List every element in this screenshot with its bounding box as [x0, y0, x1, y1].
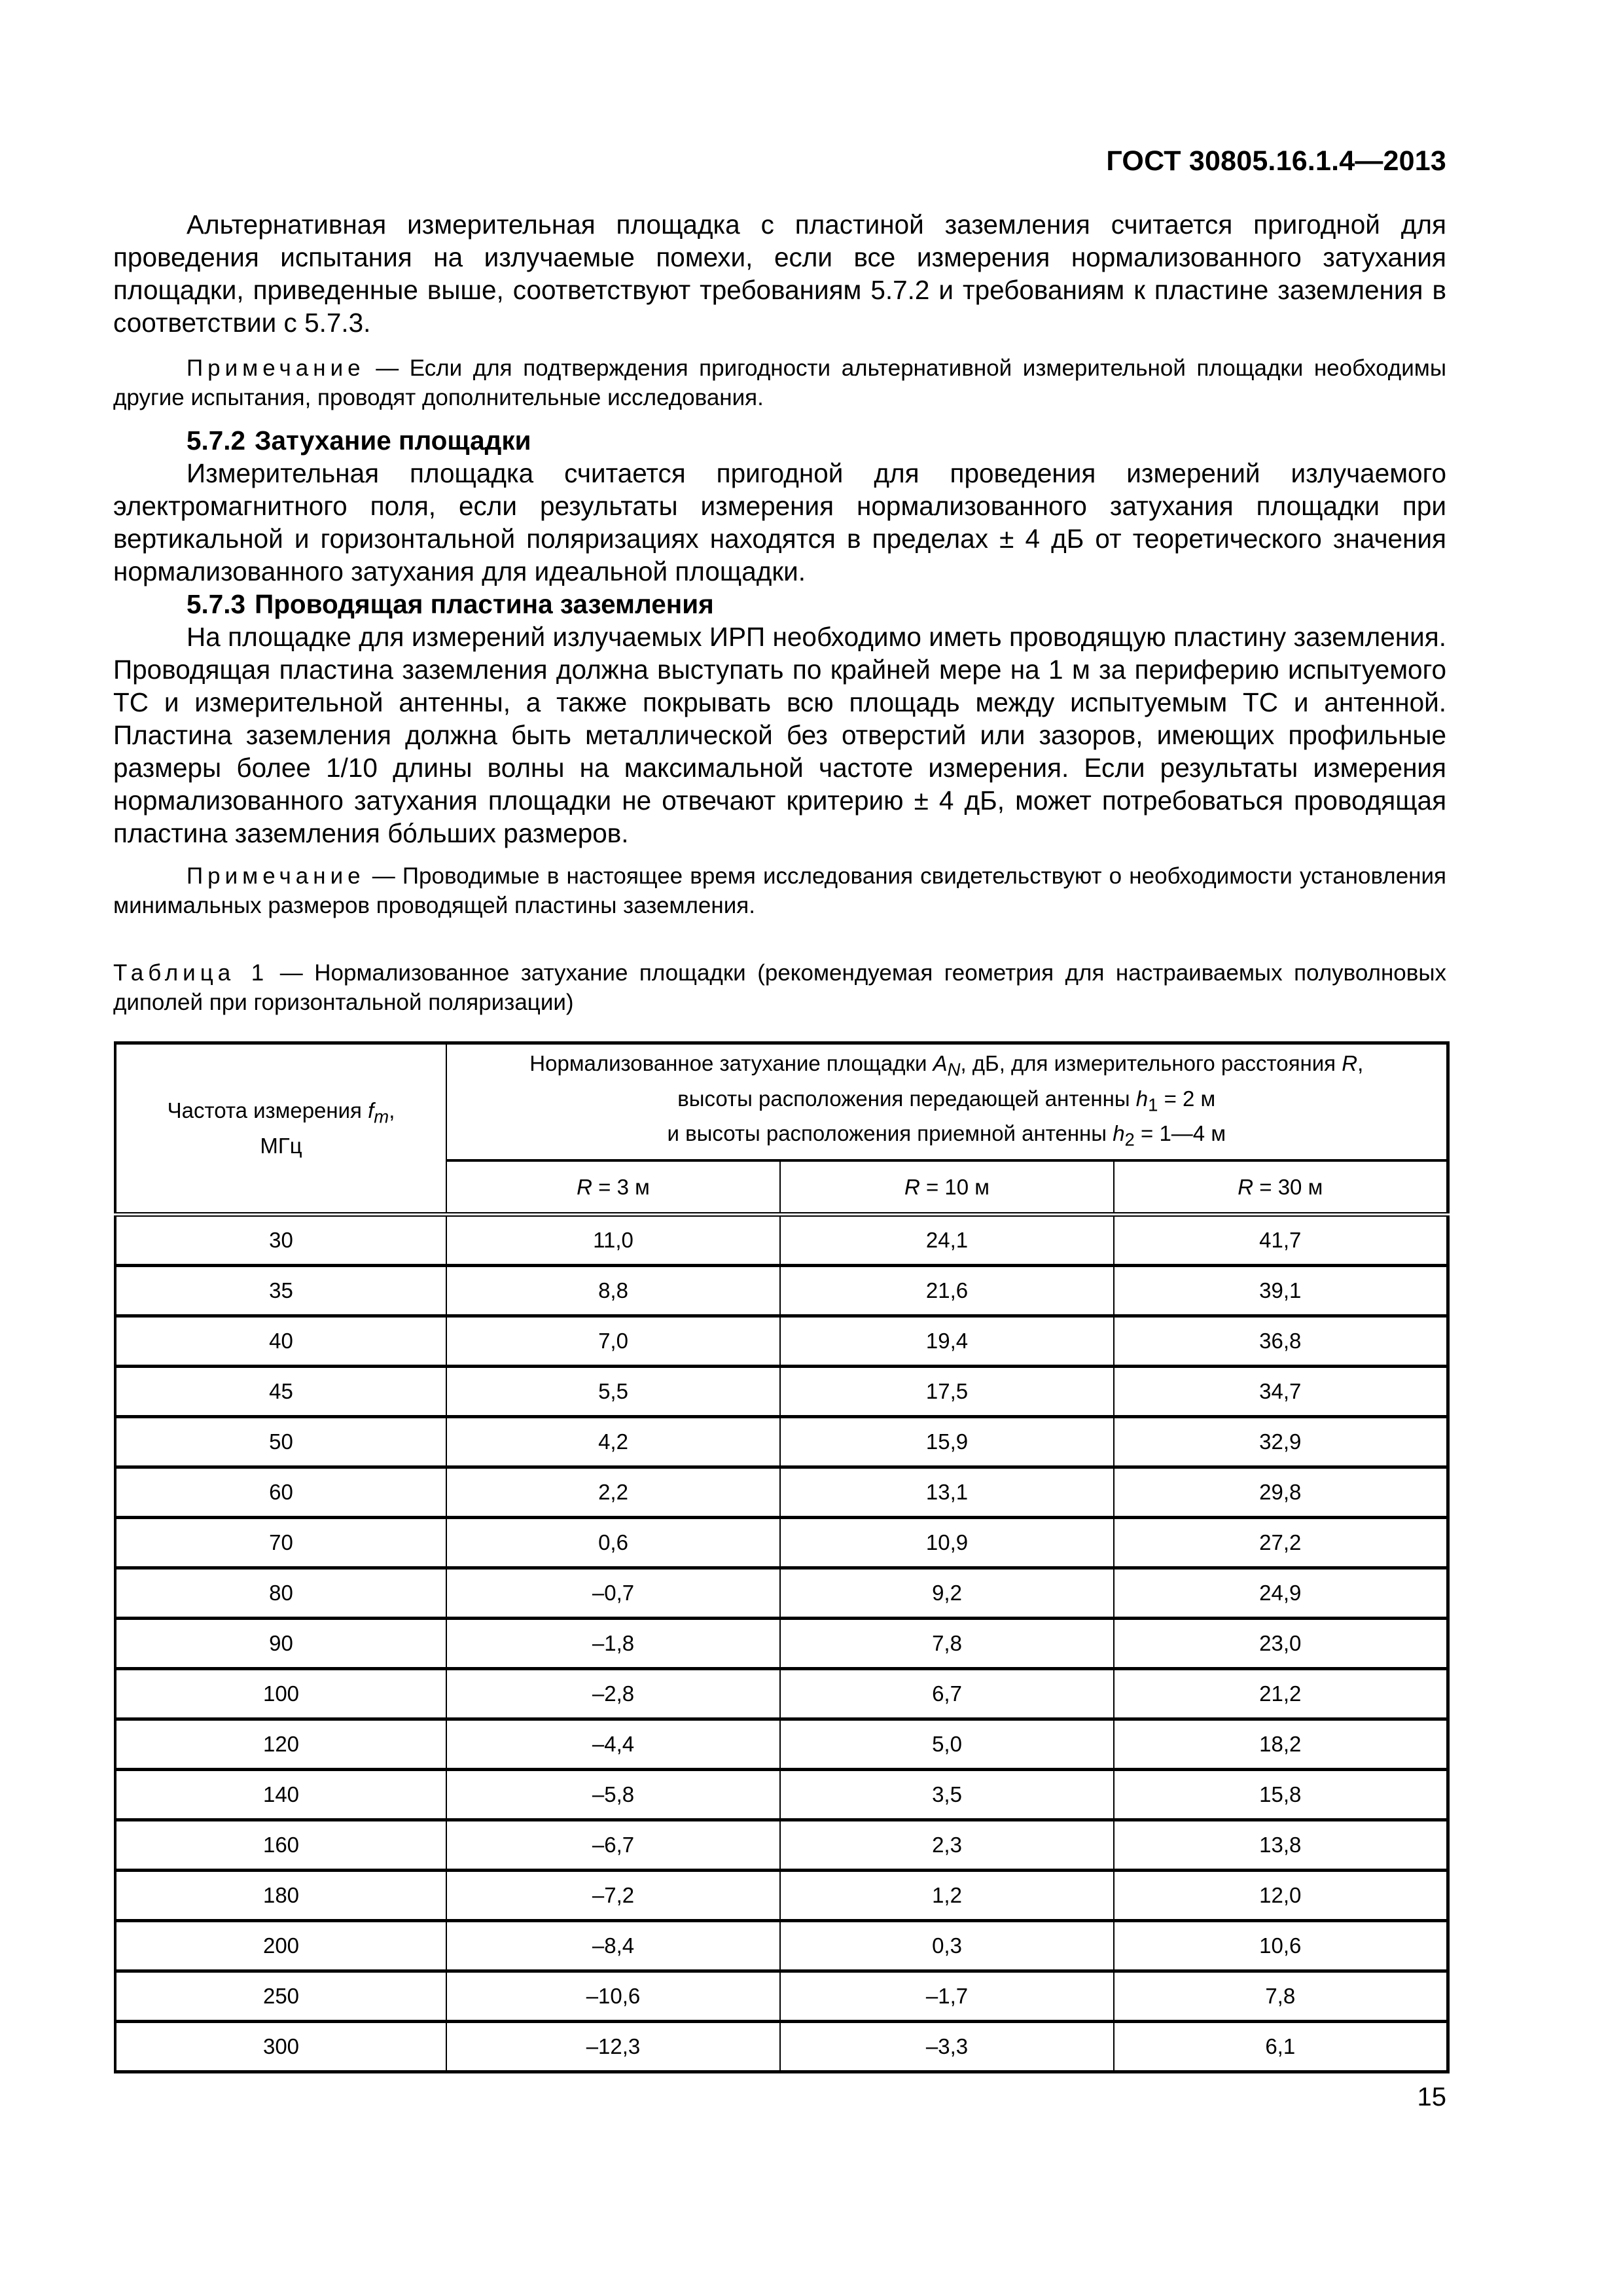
freq-suffix: ,: [389, 1098, 395, 1123]
table-caption-text: — Нормализованное затухание площадки (рекомендуемая геометрия для настраиваемых полуволновых диполей при горизонтальной поляризации): [113, 960, 1447, 1015]
table-row: [115, 1820, 1448, 1871]
freq-unit: МГц: [260, 1133, 302, 1158]
section-title: Затухание площадки: [255, 425, 531, 456]
section-5-7-3-heading: [113, 588, 1446, 620]
table-row: [115, 1770, 1448, 1820]
attenuation-3m-cell: –1,8: [446, 1619, 780, 1669]
frequency-cell: 100: [115, 1669, 446, 1719]
table-caption-label: Таблица 1: [113, 960, 269, 986]
attenuation-10m-cell: 2,3: [780, 1820, 1114, 1871]
frequency-cell: 90: [115, 1619, 446, 1669]
attenuation-table: [114, 1041, 1450, 2073]
table-row: [115, 1619, 1448, 1669]
intro-paragraph: Альтернативная измерительная площадка с пластиной заземления считается пригодной для проведения испытания на излучаемые помехи, если все измерения нормализованного затухания площадки, приведенные выше, соответствуют требованиям 5.7.2 и требованиям к пластине заземления в соответствии с 5.7.3.: [113, 209, 1446, 338]
attenuation-30m-cell: 23,0: [1114, 1619, 1448, 1669]
table-row: [115, 1467, 1448, 1518]
table-row: [115, 1518, 1448, 1568]
frequency-cell: 80: [115, 1568, 446, 1619]
subscript-1: 1: [1148, 1094, 1158, 1115]
attenuation-10m-cell: –1,7: [780, 1971, 1114, 2022]
group-line1-post: ,: [1357, 1051, 1364, 1076]
attenuation-30m-cell: 18,2: [1114, 1719, 1448, 1770]
attenuation-10m-cell: 13,1: [780, 1467, 1114, 1518]
attenuation-30m-cell: 39,1: [1114, 1266, 1448, 1316]
attenuation-3m-cell: –8,4: [446, 1921, 780, 1971]
attenuation-3m-cell: –5,8: [446, 1770, 780, 1820]
attenuation-30m-cell: 36,8: [1114, 1316, 1448, 1367]
freq-header-text: Частота измерения: [167, 1098, 368, 1123]
note-1-text: — Если для подтверждения пригодности альтернативной измерительной площадки необходимы другие испытания, проводят дополнительные исследования.: [113, 355, 1446, 410]
frequency-cell: 200: [115, 1921, 446, 1971]
document-code-header: ГОСТ 30805.16.1.4—2013: [1106, 145, 1446, 177]
attenuation-3m-cell: 7,0: [446, 1316, 780, 1367]
attenuation-30m-cell: 32,9: [1114, 1417, 1448, 1467]
table-row: [115, 1719, 1448, 1770]
attenuation-30m-cell: 34,7: [1114, 1367, 1448, 1417]
frequency-cell: 70: [115, 1518, 446, 1568]
frequency-cell: 45: [115, 1367, 446, 1417]
table-row: [115, 1417, 1448, 1467]
section-5-7-2-heading: [113, 424, 1446, 457]
attenuation-10m-cell: 0,3: [780, 1921, 1114, 1971]
frequency-cell: 35: [115, 1266, 446, 1316]
attenuation-3m-cell: 5,5: [446, 1367, 780, 1417]
symbol-h1: h: [1135, 1086, 1149, 1111]
frequency-cell: 160: [115, 1820, 446, 1871]
distance-label: = 30 м: [1253, 1174, 1323, 1199]
section-5-7-2-text: Измерительная площадка считается пригодной для проведения измерений излучаемого электромагнитного поля, если результаты измерения нормализованного затухания площадки при вертикальной и горизонтальной поляризациях находятся в пределах ± 4 дБ от теоретического значения нормализованного затухания для идеальной площадки.: [113, 458, 1446, 586]
attenuation-30m-cell: 15,8: [1114, 1770, 1448, 1820]
attenuation-10m-cell: 5,0: [780, 1719, 1114, 1770]
attenuation-30m-cell: 21,2: [1114, 1669, 1448, 1719]
table-row: [115, 2022, 1448, 2072]
page-number: 15: [1417, 2083, 1446, 2111]
frequency-cell: 300: [115, 2022, 446, 2072]
section-number: 5.7.2: [187, 425, 246, 456]
attenuation-10m-cell: –3,3: [780, 2022, 1114, 2072]
attenuation-3m-cell: –0,7: [446, 1568, 780, 1619]
table-row: [115, 1921, 1448, 1971]
distance-label: = 10 м: [919, 1174, 990, 1199]
section-title: Проводящая пластина заземления: [255, 589, 714, 619]
frequency-cell: 140: [115, 1770, 446, 1820]
note-2-label: Примечание: [187, 863, 365, 889]
attenuation-10m-cell: 21,6: [780, 1266, 1114, 1316]
attenuation-3m-cell: –12,3: [446, 2022, 780, 2072]
note-2: [113, 861, 1446, 920]
attenuation-10m-cell: 10,9: [780, 1518, 1114, 1568]
attenuation-30m-cell: 29,8: [1114, 1467, 1448, 1518]
attenuation-3m-cell: –6,7: [446, 1820, 780, 1871]
frequency-cell: 60: [115, 1467, 446, 1518]
symbol-r: R: [904, 1174, 920, 1199]
distance-header-10m: [780, 1160, 1114, 1215]
table-body: [115, 1215, 1448, 2072]
table-row: [115, 1568, 1448, 1619]
attenuation-30m-cell: 6,1: [1114, 2022, 1448, 2072]
attenuation-30m-cell: 12,0: [1114, 1871, 1448, 1921]
group-line2-post: = 2 м: [1158, 1086, 1216, 1111]
attenuation-30m-cell: 27,2: [1114, 1518, 1448, 1568]
frequency-column-header: [115, 1043, 446, 1215]
symbol-r: R: [577, 1174, 592, 1199]
attenuation-3m-cell: –10,6: [446, 1971, 780, 2022]
note-1-label: Примечание: [187, 355, 365, 381]
table-row: [115, 1871, 1448, 1921]
symbol-a: A: [933, 1051, 948, 1076]
distance-label: = 3 м: [592, 1174, 650, 1199]
table-caption: [113, 958, 1446, 1017]
note-2-text: — Проводимые в настоящее время исследования свидетельствуют о необходимости установления минимальных размеров проводящей пластины заземления.: [113, 863, 1446, 918]
table-row: [115, 1316, 1448, 1367]
subscript-2: 2: [1124, 1129, 1135, 1150]
attenuation-3m-cell: 2,2: [446, 1467, 780, 1518]
frequency-cell: 250: [115, 1971, 446, 2022]
frequency-cell: 120: [115, 1719, 446, 1770]
attenuation-3m-cell: –4,4: [446, 1719, 780, 1770]
attenuation-10m-cell: 7,8: [780, 1619, 1114, 1669]
distance-header-3m: [446, 1160, 780, 1215]
attenuation-10m-cell: 17,5: [780, 1367, 1114, 1417]
table-row: [115, 1669, 1448, 1719]
attenuation-3m-cell: –2,8: [446, 1669, 780, 1719]
group-line3-text: и высоты расположения приемной антенны: [667, 1121, 1113, 1146]
attenuation-10m-cell: 3,5: [780, 1770, 1114, 1820]
attenuation-10m-cell: 1,2: [780, 1871, 1114, 1921]
table-row: [115, 1215, 1448, 1266]
attenuation-3m-cell: 4,2: [446, 1417, 780, 1467]
group-line3-post: = 1—4 м: [1134, 1121, 1226, 1146]
attenuation-3m-cell: –7,2: [446, 1871, 780, 1921]
attenuation-30m-cell: 13,8: [1114, 1820, 1448, 1871]
table-row: [115, 1266, 1448, 1316]
attenuation-30m-cell: 10,6: [1114, 1921, 1448, 1971]
frequency-cell: 40: [115, 1316, 446, 1367]
group-line1-text: Нормализованное затухание площадки: [529, 1051, 933, 1076]
attenuation-3m-cell: 0,6: [446, 1518, 780, 1568]
page-content: [113, 208, 1446, 2073]
attenuation-3m-cell: 8,8: [446, 1266, 780, 1316]
attenuation-10m-cell: 15,9: [780, 1417, 1114, 1467]
attenuation-10m-cell: 19,4: [780, 1316, 1114, 1367]
attenuation-3m-cell: 11,0: [446, 1215, 780, 1266]
subscript-n: N: [947, 1059, 961, 1080]
frequency-cell: 50: [115, 1417, 446, 1467]
table-row: [115, 1367, 1448, 1417]
attenuation-30m-cell: 7,8: [1114, 1971, 1448, 2022]
attenuation-group-header: [446, 1043, 1448, 1161]
table-row: [115, 1971, 1448, 2022]
symbol-r: R: [1342, 1051, 1358, 1076]
attenuation-30m-cell: 41,7: [1114, 1215, 1448, 1266]
attenuation-10m-cell: 6,7: [780, 1669, 1114, 1719]
frequency-cell: 30: [115, 1215, 446, 1266]
distance-header-30m: [1114, 1160, 1448, 1215]
attenuation-30m-cell: 24,9: [1114, 1568, 1448, 1619]
freq-symbol: f: [368, 1098, 374, 1123]
frequency-cell: 180: [115, 1871, 446, 1921]
section-5-7-3-text: На площадке для измерений излучаемых ИРП необходимо иметь проводящую пластину заземления. Проводящая пластина заземления должна выступать по крайней мере на 1 м за периферию испытуемого ТС и измерительной антенны, а также покрывать всю площадь между испытуемым ТС и антенной. Пластина заземления должна быть металлической без отверстий или зазоров, имеющих профильные размеры более 1/10 длины волны на максимальной частоте измерения. Если результаты измерения нормализованного затухания площадки не отвечают критерию ± 4 дБ, может потребоваться проводящая пластина заземления бо́льших размеров.: [113, 622, 1446, 848]
freq-subscript: m: [374, 1106, 389, 1127]
group-line2-text: высоты расположения передающей антенны: [677, 1086, 1136, 1111]
note-1: [113, 353, 1446, 412]
attenuation-10m-cell: 24,1: [780, 1215, 1114, 1266]
symbol-r: R: [1238, 1174, 1254, 1199]
group-line1-mid: , дБ, для измерительного расстояния: [960, 1051, 1342, 1076]
symbol-h2: h: [1113, 1121, 1125, 1146]
section-number: 5.7.3: [187, 589, 246, 619]
attenuation-10m-cell: 9,2: [780, 1568, 1114, 1619]
